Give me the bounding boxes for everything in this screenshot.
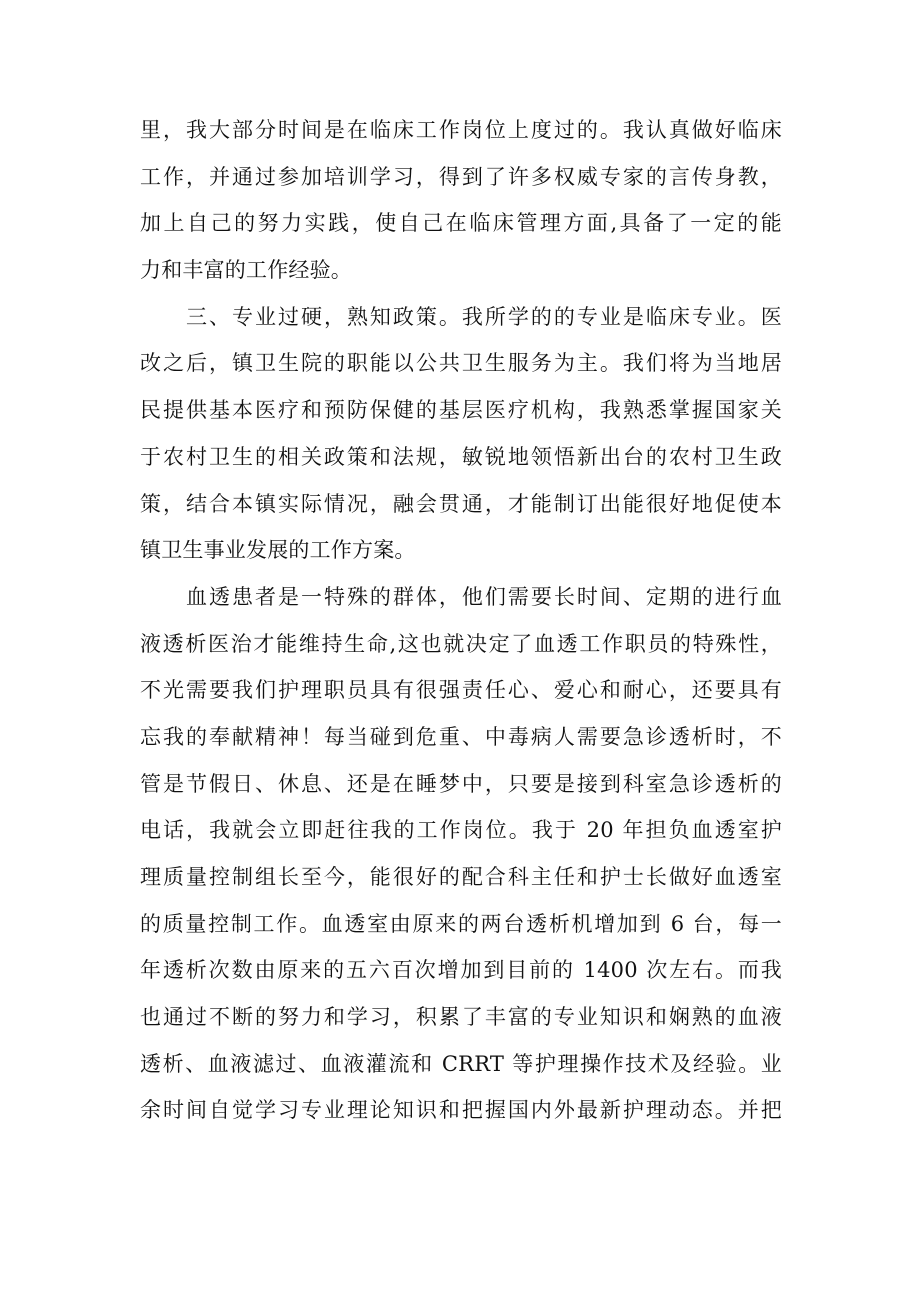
paragraph-start-line: 三、专业过硬，熟知政策。我所学的的专业是临床专业。医: [186, 304, 782, 329]
text-line: 策，结合本镇实际情况，融会贯通，才能制订出能很好地促使本: [140, 491, 782, 516]
text-line: 也通过不断的努力和学习，积累了丰富的专业知识和娴熟的血液: [140, 1005, 782, 1030]
text-line: 镇卫生事业发展的工作方案。: [140, 538, 416, 563]
text-line: 改之后，镇卫生院的职能以公共卫生服务为主。我们将为当地居: [140, 351, 782, 376]
text-line: 民提供基本医疗和预防保健的基层医疗机构，我熟悉掌握国家关: [140, 398, 782, 423]
text-line: 透析、血液滤过、血液灌流和 CRRT 等护理操作技术及经验。业: [140, 1051, 782, 1076]
text-line: 不光需要我们护理职员具有很强责任心、爱心和耐心，还要具有: [140, 678, 782, 703]
text-line: 里，我大部分时间是在临床工作岗位上度过的。我认真做好临床: [140, 118, 782, 142]
text-line: 余时间自觉学习专业理论知识和把握国内外最新护理动态。并把: [140, 1098, 782, 1123]
body-text: [140, 107, 782, 1134]
paragraph-start-line: 血透患者是一特殊的群体，他们需要长时间、定期的进行血: [186, 584, 782, 609]
text-line: 加上自己的努力实践，使自己在临床管理方面,具备了一定的能: [140, 211, 782, 236]
text-line: 电话，我就会立即赶往我的工作岗位。我于 20 年担负血透室护: [140, 818, 782, 843]
text-line: 年透析次数由原来的五六百次增加到目前的 1400 次左右。而我: [140, 958, 782, 983]
text-line: 的质量控制工作。血透室由原来的两台透析机增加到 6 台，每一: [140, 911, 782, 936]
text-line: 管是节假日、休息、还是在睡梦中，只要是接到科室急诊透析的: [140, 771, 782, 796]
text-line: 力和丰富的工作经验。: [140, 258, 352, 283]
text-line: 忘我的奉献精神！每当碰到危重、中毒病人需要急诊透析时，不: [140, 724, 782, 749]
text-line: 于农村卫生的相关政策和法规，敏锐地领悟新出台的农村卫生政: [140, 444, 782, 469]
text-line: 液透析医治才能维持生命,这也就决定了血透工作职员的特殊性，: [140, 631, 782, 656]
text-line: 工作，并通过参加培训学习，得到了许多权威专家的言传身教，: [140, 164, 782, 189]
text-line: 理质量控制组长至今，能很好的配合科主任和护士长做好血透室: [140, 865, 782, 889]
